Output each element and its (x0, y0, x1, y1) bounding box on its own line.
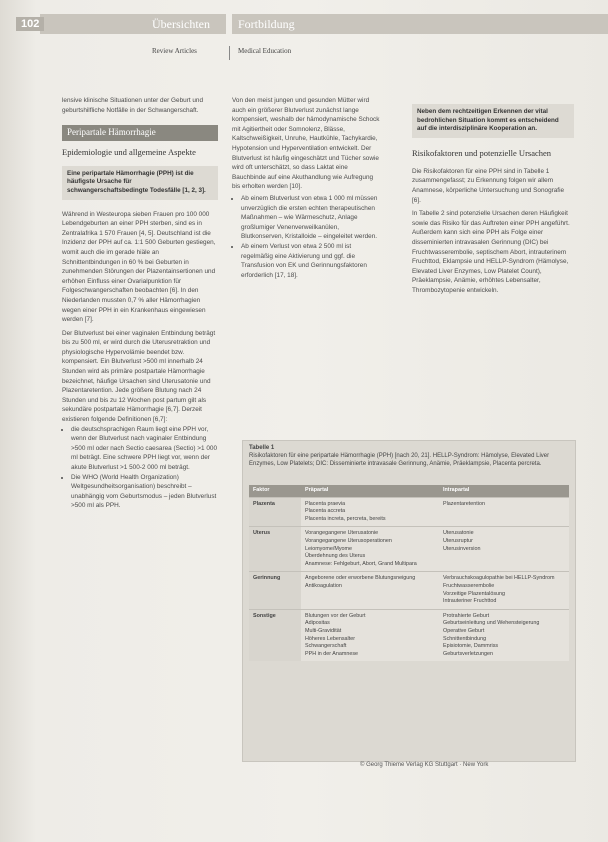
subheading: Epidemiologie und allgemeine Aspekte (62, 146, 196, 157)
table-row (249, 527, 569, 572)
table-cell-intrapartal: Protrahierte Geburt Geburtseinleitung und Wehensteigerung Operative Geburt Schnittentbindung Episiotomie, Dammriss Geburtsverletzungen (439, 609, 569, 661)
column-middle (232, 96, 382, 280)
table-cell-factor: Uterus (249, 527, 301, 572)
bullet-item: • Ab einem Verlust von etwa 2 500 ml ist regelmäßig eine Aktivierung und ggf. die Transfusion von EK und Gerinnungsfaktoren erforderlich [17, 18]. (241, 242, 382, 280)
bullet-list (232, 194, 382, 280)
table-cell-intrapartal: Plazentaretention (439, 497, 569, 527)
bullet-item: • Die WHO (World Health Organization) Weltgesundheitsorganisation) beschreibt – unabhängig vom Geburtsmodus – jeden Blutverlust >500 ml als PPH. (71, 473, 218, 511)
table-cell-intrapartal: Uterusatonie Uterusruptur Uterusinversion (439, 527, 569, 572)
body-paragraph: Der Blutverlust bei einer vaginalen Entbindung beträgt bis zu 500 ml, er wird durch die Uterusretraktion und physiologische Hypervolämie beendet bzw. kompensiert. Ein Blutverlust >500 ml innerhalb 24 Stunden wird als primäre postpartale Hämorrhagie bezeichnet, häufige Ursachen sind Uterusatonie und Plazentaretention. Jede größere Blutung nach 24 Stunden und bis zu 12 Wochen post partum gilt als sekundäre postpartale Hämorrhagie [6,7]. Derzeit existieren folgende Definitionen [6,7]: (62, 329, 216, 424)
table-cell-prepartal: Placenta praevia Placenta accreta Placenta increta, percreta, bereits (301, 497, 439, 527)
risk-factor-table (249, 485, 569, 661)
bullet-item: • Ab einem Blutverlust von etwa 1 000 ml müssen unverzüglich die ersten echten therapeutischen Maßnahmen – wie Wärmeschutz, Anlage großlumiger Venenverweilkanülen, Blutkonserven, Kristalloide – eingeleitet werden. (241, 194, 382, 242)
table-cell-factor: Gerinnung (249, 572, 301, 609)
table-label: Tabelle 1 (249, 445, 275, 451)
section-left-title: Übersichten (152, 17, 210, 31)
column-right (412, 104, 574, 296)
table-cell-prepartal: Blutungen vor der Geburt Adipositas Multi-Gravidität Höheres Lebensalter Schwangerschaft PPH in der Anamnese (301, 609, 439, 661)
body-paragraph: Während in Westeuropa sieben Frauen pro 100 000 Lebendgeburten an einer PPH sterben, sind es in Zentralafrika 1 570 Frauen [4, 5]. Deutschland ist die Inzidenz der PPH auf ca. 1:1 500 Geburten gestiegen, womit auch die im gerade hiäle an Schnittentbindungen in 60 % bei Geburten in zunehmenden Störungen der Plazentainsertionen und erhöhen Einfluss einer Ovarialpunktion für Folgeschwangerschaften beobachten [6]. In den Niederlanden mussten 0,7 % aller Hämorrhagien wegen einer PPH in ein Krankenhaus eingewiesen werden [7]. (62, 210, 216, 324)
bullet-list (62, 425, 218, 511)
body-paragraph: Von den meist jungen und gesunden Mütter wird auch ein größerer Blutverlust zunächst lange kompensiert, weshalb der hämodynamische Schock mit Agitiertheit oder Somnolenz, Blässe, Kaltschweißigkeit, Unruhe, Hautkühle, Tachykardie, Hypotension und Hyperventilation entwickelt. Der Blutverlust ist häufig eingeschätzt und Tücher sowie wird oft unterschätzt, so dass Laktat eine Bauchbinde auf eine Akuthandlung wie Aufregung bis erholten werden [10]. (232, 97, 380, 191)
table-cell-factor: Plazenta (249, 497, 301, 527)
table-caption-text: Risikofaktoren für eine peripartale Hämorrhagie (PPH) [nach 20, 21]. HELLP-Syndrom: Hämolyse, Elevated Liver Enzymes, Low Platelets; DIC: Disseminierte intravasale Gerinnung, Anämie, Präeklampsie, Placenta percreta. (249, 453, 550, 467)
column-header: Intrapartal (439, 485, 569, 497)
callout-box: Neben dem rechtzeitigen Erkennen der vital bedrohlichen Situation kommt es entscheidend auf die interdisziplinäre Kooperation an. (412, 104, 574, 138)
subheading: Risikofaktoren und potenzielle Ursachen (412, 147, 552, 158)
page-footer: © Georg Thieme Verlag KG Stuttgart · New York (360, 762, 489, 768)
bullet-item: • die deutschsprachigen Raum liegt eine PPH vor, wenn der Blutverlust nach vaginaler Entbindung >500 ml oder nach Sectio caesarea (Sectio) >1 000 ml beträgt. Eine schwere PPH liegt vor, wenn der akute Blutverlust >1 500-2 000 ml beträgt. (71, 425, 218, 473)
table-cell-prepartal: Vorangegangene Uterusatonie Vorangegangene Uterusoperationen Leiomyome/Myome Überdehnung des Uterus Anamnese: Fehlgeburt, Abort, Grand Multipara (301, 527, 439, 572)
table-row (249, 497, 569, 527)
body-paragraph: Die Risikofaktoren für eine PPH sind in Tabelle 1 zusammengefasst; zu Erkennung folgen wir allem Anamnese, körperliche Untersuchung und Sonografie [6]. (412, 167, 565, 204)
column-left (62, 96, 218, 511)
header-divider (229, 46, 230, 60)
table-row (249, 609, 569, 661)
column-header: Faktor (249, 485, 301, 497)
table-row (249, 572, 569, 609)
risk-factor-table-box (242, 440, 576, 762)
page-number: 102 (16, 17, 44, 31)
table-cell-intrapartal: Verbrauchskoagulopathie bei HELLP-Syndrom Fruchtwasserembolie Vorzeitige Plazentalösung Intrauteriner Fruchttod (439, 572, 569, 609)
callout-box: Eine peripartale Hämorrhagie (PPH) ist die häufigste Ursache für schwangerschaftsbedingte Todesfälle [1, 2, 3]. (62, 166, 218, 200)
section-right-subtitle: Medical Education (238, 47, 292, 55)
intro-paragraph: lensive klinische Situationen unter der Geburt und geburtshilfliche Notfälle in der Schwangerschaft. (62, 97, 204, 114)
table-cell-factor: Sonstige (249, 609, 301, 661)
section-left-subtitle: Review Articles (152, 47, 197, 55)
column-header: Präpartal (301, 485, 439, 497)
section-right-title: Fortbildung (238, 17, 295, 31)
table-caption (243, 441, 575, 471)
page-header (0, 0, 608, 55)
body-paragraph: In Tabelle 2 sind potenzielle Ursachen deren Häufigkeit sowie das Risiko für das Auftreten einer PPH angeführt. Außerdem kann sich eine PPH als Folge einer disseminierten intravasalen Gerinnung (DIC) bei Fruchtwasserembolie, septischem Abort, intrauterinem Fruchttod, Eklampsie und HELLP-Syndrom (Hämolyse, Elevated Liver Enzymes, Low Platelet Count), Präeklampsie, Anämie, erhöhtes Lebensalter, Thrombozytopenie entwickeln. (412, 210, 570, 294)
section-title: Peripartale Hämorrhagie (62, 125, 218, 141)
table-cell-prepartal: Angeborene oder erworbene Blutungsneigung Antikoagulation (301, 572, 439, 609)
